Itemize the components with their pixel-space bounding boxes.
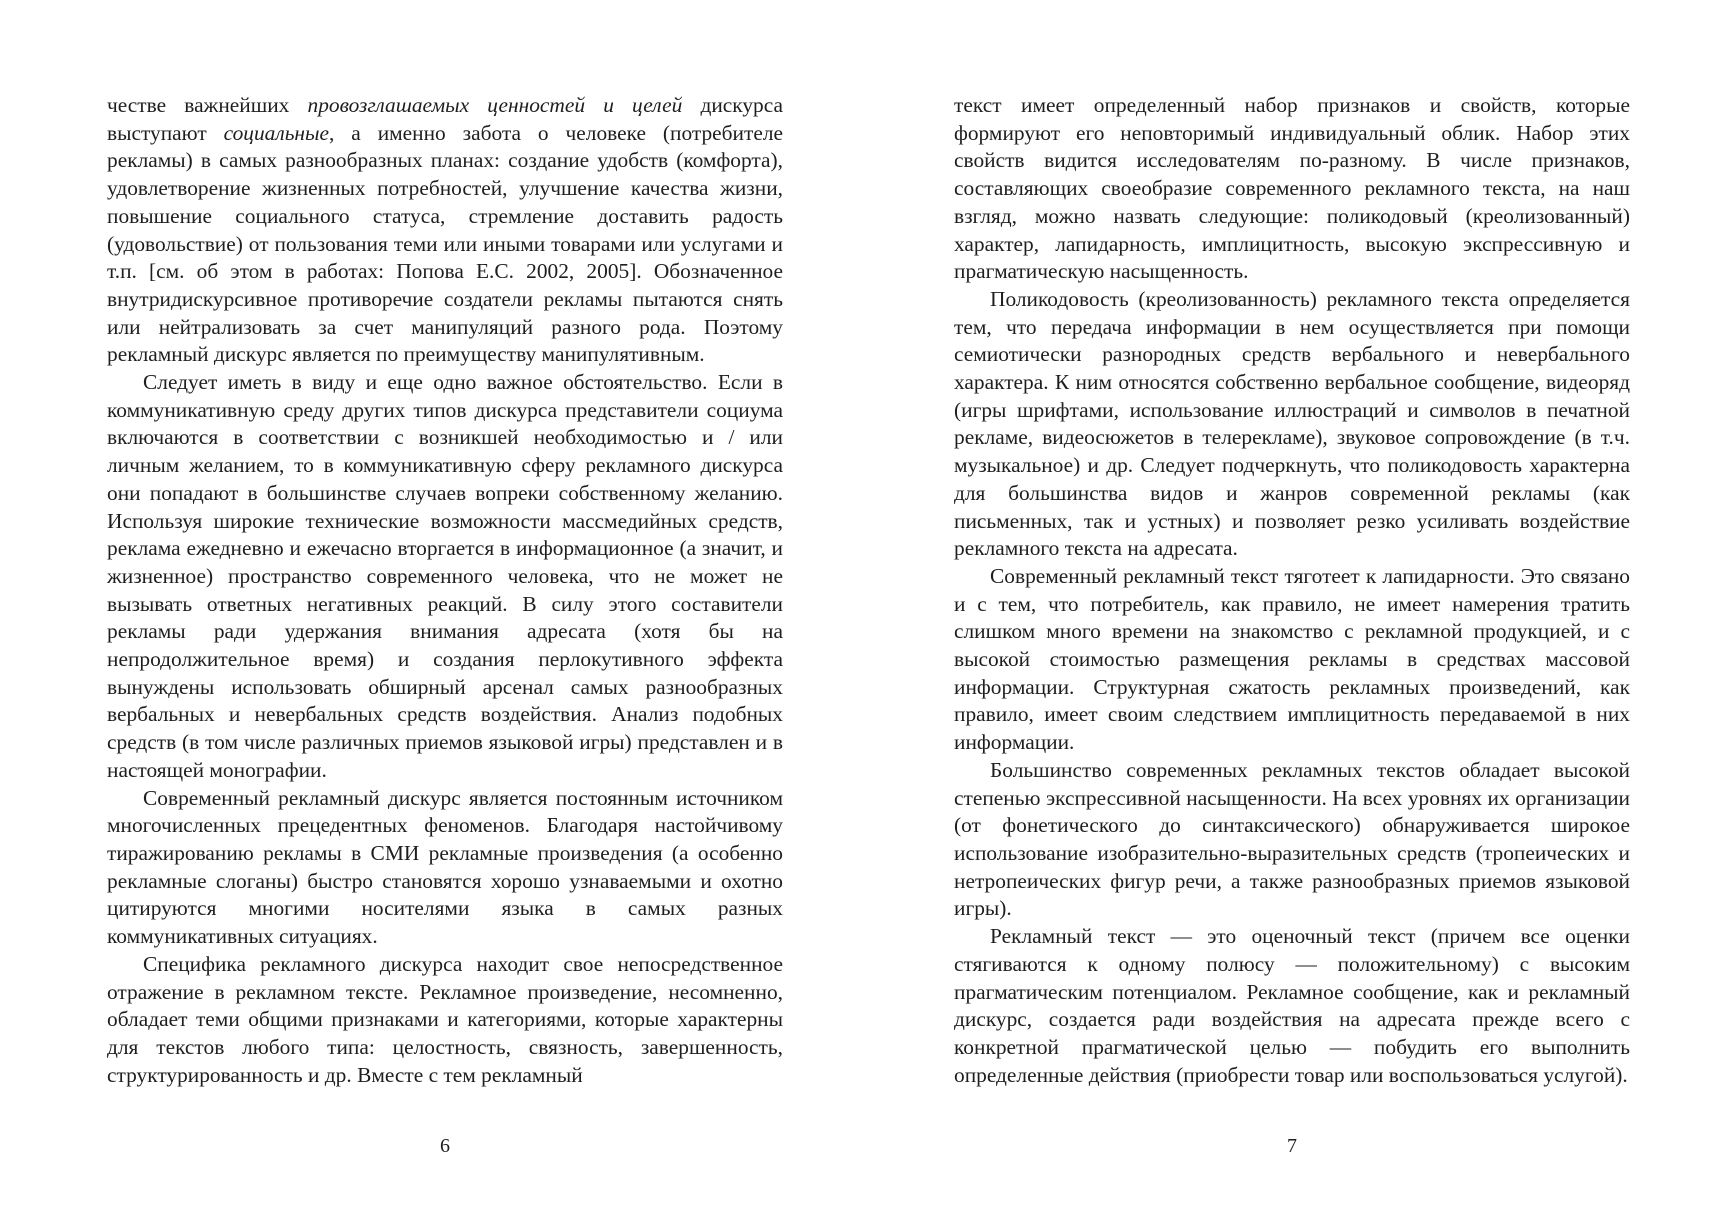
right-page-text: [954, 92, 1630, 1089]
left-page: [107, 92, 783, 1172]
left-p1-italic-social: социальные: [223, 120, 330, 145]
left-p1-part-1: честве важнейших: [107, 93, 308, 117]
left-p1-italic-values: провозглашаемых ценностей и целей: [307, 93, 683, 117]
right-page: [954, 92, 1630, 1172]
left-paragraph-2: Следует иметь в виду и еще одно важное обстоятельство. Если в коммуникативную среду других типов дискурса представители социума включаются в соответствии с возникшей необходимостью и / или личным желанием, то в коммуникативную сферу рекламного дискурса они попадают в большинстве случаев вопреки собственному желанию. Используя широкие технические возможности массмедийных средств, реклама ежедневно и ежечасно вторгается в информационное (а значит, и жизненное) пространство современного человека, что не может не вызывать ответных негативных реакций. В силу этого составители рекламы ради удержания внимания адресата (хотя бы на непродолжительное время) и создания перлокутивного эффекта вынуждены использовать обширный арсенал самых разнообразных вербальных и невербальных средств воздействия. Анализ подобных средств (в том числе различных приемов языковой игры) представлен и в настоящей монографии.: [107, 370, 783, 782]
right-paragraph-5: Рекламный текст — это оценочный текст (причем все оценки стягиваются к одному полюсу — положительному) с высоким прагматическим потенциалом. Рекламное сообщение, как и рекламный дискурс, создается ради воздействия на адресата прежде всего с конкретной прагматической целью — побудить его выполнить определенные действия (приобрести товар или воспользоваться услугой).: [954, 924, 1630, 1087]
left-paragraph-4: Специфика рекламного дискурса находит свое непосредственное отражение в рекламном тексте. Рекламное произведение, несомненно, обладает теми общими признаками и категориями, которые характерны для текстов любого типа: целостность, связность, завершенность, структурированность и др. Вместе с тем рекламный: [107, 951, 783, 1087]
right-paragraph-4: Большинство современных рекламных текстов обладает высокой степенью экспрессивной насыщенности. На всех уровнях их организации (от фонетического до синтаксического) обнаруживается широкое использование изобразительно-выразительных средств (тропеических и нетропеических фигур речи, а также разнообразных приемов языковой игры).: [954, 757, 1630, 921]
right-page-number: 7: [1287, 1135, 1297, 1157]
right-paragraph-3: Современный рекламный текст тяготеет к лапидарности. Это связано и с тем, что потребитель, как правило, не имеет намерения тратить слишком много времени на знакомство с рекламной продукцией, и с высокой стоимостью размещения рекламы в средствах массовой информации. Структурная сжатость рекламных произведений, как правило, имеет своим следствием имплицитность передаваемой в них информации.: [954, 563, 1630, 755]
right-paragraph-1: текст имеет определенный набор признаков и свойств, которые формируют его неповторимый индивидуальный облик. Набор этих свойств видится исследователям по-разному. В числе признаков, составляющих своеобразие современного рекламного текста, на наш взгляд, можно назвать следующие: поликодовый (креолизованный) характер, лапидарность, имплицитность, высокую экспрессивную и прагматическую насыщенность.: [954, 93, 1630, 284]
left-paragraph-1: [107, 92, 783, 369]
left-page-number: 6: [440, 1135, 450, 1157]
left-page-text: [107, 92, 783, 1089]
right-paragraph-2: Поликодовость (креолизованность) рекламного текста определяется тем, что передача информации в нем осуществляется при помощи семиотически разнородных средств вербального и невербального характера. К ним относятся собственно вербальное сообщение, видеоряд (игры шрифтами, использование иллюстраций и символов в печатной рекламе, видеосюжетов в телерекламе), звуковое сопровождение (в т.ч. музыкальное) и др. Следует подчеркнуть, что поликодовость характерна для большинства видов и жанров современной рекламы (как письменных, так и устных) и позволяет резко усиливать воздействие рекламного текста на адресата.: [954, 286, 1630, 561]
left-p1-part-3: дискурса выступают: [107, 93, 784, 145]
left-paragraph-3: Современный рекламный дискурс является постоянным источником многочисленных прецедентных феноменов. Благодаря настойчивому тиражированию рекламы в СМИ рекламные произведения (а особенно рекламные слоганы) быстро становятся хорошо узнаваемыми и охотно цитируются многими носителями языка в самых разных коммуникативных ситуациях.: [107, 785, 783, 949]
left-p1-part-5: , а именно забота о человеке (потребителе рекламы) в самых разнообразных планах: создание удобств (комфорта), удовлетворение жизненных потребностей, улучшение качества жизни, повышение социального статуса, стремление доставить радость (удовольствие) от пользования теми или иными товарами или услугами и т.п. [см. об этом в работах: Попова Е.С. 2002, 2005]. Обозначенное внутридискурсивное противоречие создатели рекламы пытаются снять или нейтрализовать за счет манипуляций разного рода. Поэтому рекламный дискурс является по преимуществу манипулятивным.: [107, 120, 783, 367]
